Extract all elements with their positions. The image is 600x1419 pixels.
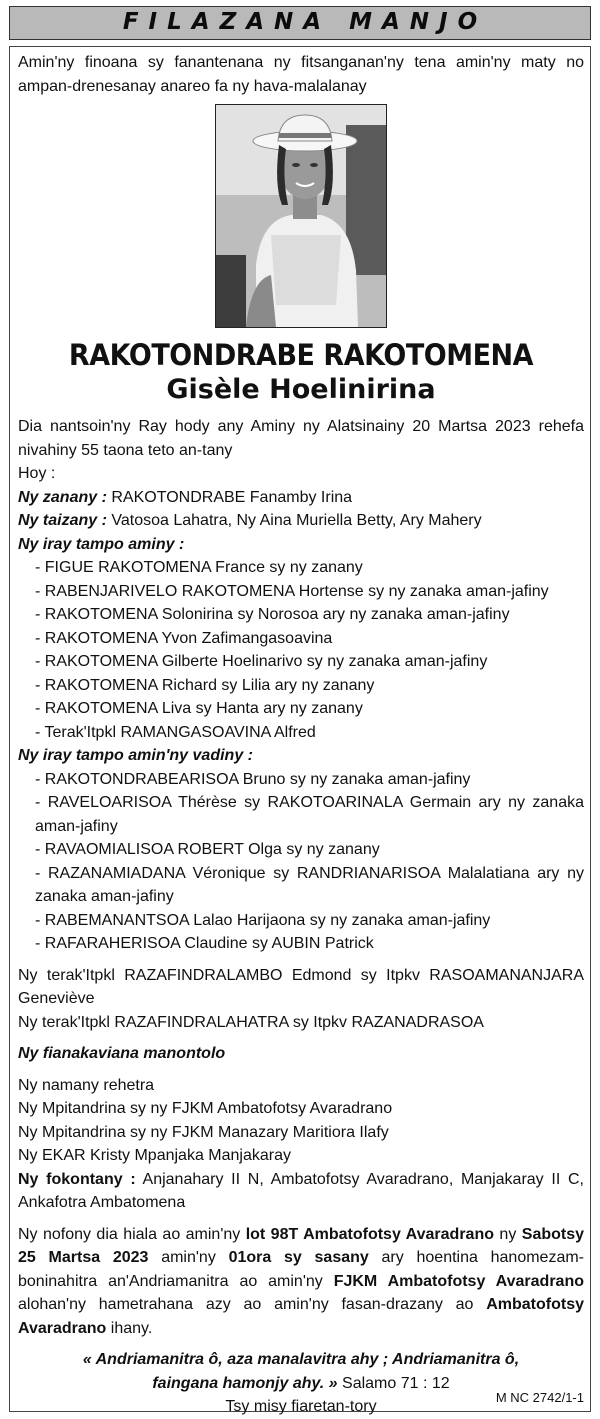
quote-line-2: faingana hamonjy ahy. »	[152, 1374, 338, 1392]
list-item: - RAKOTOMENA Richard sy Lilia ary ny zanany	[35, 676, 375, 694]
title-banner	[9, 6, 591, 40]
intro-text: Amin'ny finoana sy fanantenana ny fitsanganan'ny tena amin'ny maty no ampan-drenesanay anareo fa ny hava-malalanay	[18, 54, 584, 95]
list-item: - RAVELOARISOA Thérèse sy RAKOTOARINALA Germain ary ny zanaka aman-jafiny	[35, 794, 584, 835]
others-line: Ny Mpitandrina sy ny FJKM Manazary Maritiora Ilafy	[18, 1123, 389, 1141]
no-flowers-note: Tsy misy fiaretan-tory	[225, 1398, 377, 1415]
descendants-line: Ny terak'Itpkl RAZAFINDRALAHATRA sy Itpkv RAZANADRASOA	[18, 1013, 484, 1031]
quote-line-1: « Andriamanitra ô, aza manalavitra ahy ; Andriamanitra ô,	[82, 1351, 520, 1368]
spouse-value: RAKOTONDRABE Fanamby Irina	[111, 488, 353, 506]
fokontany-line	[18, 1168, 584, 1215]
funeral-church: FJKM Ambatofotsy Avaradrano	[333, 1272, 584, 1290]
funeral-text: ny	[494, 1225, 522, 1243]
list-item: - RAKOTONDRABEARISOA Bruno sy ny zanaka aman-jafiny	[35, 770, 471, 788]
others-line: Ny Mpitandrina sy ny FJKM Ambatofotsy Avaradrano	[18, 1100, 393, 1117]
funeral-details	[18, 1223, 584, 1341]
portrait-photo	[215, 104, 387, 328]
siblings-label: Ny iray tampo aminy :	[18, 535, 185, 553]
deceased-given-names: Gisèle Hoelinirina	[166, 374, 436, 405]
list-item: - RAKOTOMENA Liva sy Hanta ary ny zanany	[35, 700, 363, 717]
grandchildren-line	[18, 509, 584, 533]
funeral-text: alohan'ny hametrahana azy ao amin'ny fasan-drazany ao	[18, 1296, 487, 1313]
funeral-time: 01ora sy sasany	[228, 1249, 369, 1266]
funeral-text: amin'ny	[148, 1249, 229, 1266]
list-item: - RAKOTOMENA Gilberte Hoelinarivo sy ny zanaka aman-jafiny	[35, 653, 488, 670]
list-item: - RABENJARIVELO RAKOTOMENA Hortense sy ny zanaka aman-jafiny	[35, 582, 549, 600]
others-line: Ny EKAR Kristy Mpanjaka Manjakaray	[18, 1147, 291, 1164]
spouse-siblings-label: Ny iray tampo amin'ny vadiny :	[18, 747, 253, 764]
portrait-photo-icon	[216, 105, 386, 327]
quote-reference: Salamo 71 : 12	[337, 1374, 450, 1392]
burial-place: Ambatofotsy Avaradrano	[18, 1296, 584, 1337]
grandchildren-label: Ny taizany :	[18, 512, 107, 529]
hoy-label: Hoy :	[18, 465, 56, 482]
list-item: - RAKOTOMENA Yvon Zafimangasoavina	[35, 629, 333, 647]
funeral-text: ihany.	[106, 1319, 153, 1337]
funeral-text: Ny nofony dia hiala ao amin'ny	[18, 1225, 246, 1243]
list-item: - FIGUE RAKOTOMENA France sy ny zanany	[35, 559, 363, 576]
obituary-frame	[9, 46, 591, 1415]
grandchildren-value: Vatosoa Lahatra, Ny Aina Muriella Betty, Ary Mahery	[111, 512, 482, 529]
funeral-date: Sabotsy 25 Martsa 2023	[18, 1225, 585, 1266]
descendants-line: Ny terak'Itpkl RAZAFINDRALAMBO Edmond sy Itpkv RASOAMANANJARA Geneviève	[18, 966, 584, 1007]
list-item: - RAVAOMIALISOA ROBERT Olga sy ny zanany	[35, 841, 380, 858]
reference-code: M NC 2742/1-1	[495, 1389, 584, 1405]
obituary-body	[18, 415, 584, 1419]
announcement-text: Dia nantsoin'ny Ray hody any Aminy ny Alatsinainy 20 Martsa 2023 rehefa nivahiny 55 taona teto an-tany	[18, 418, 584, 459]
fokontany-value: Anjanahary II N, Ambatofotsy Avaradrano, Manjakaray II C, Ankafotra Ambatomena	[18, 1170, 585, 1211]
funeral-text: ary hoentina hanomezam-boninahitra an'Andriamanitra ao amin'ny	[18, 1249, 585, 1290]
spouse-label: Ny zanany :	[18, 488, 107, 506]
list-item: - RABEMANANTSOA Lalao Harijaona sy ny zanaka aman-jafiny	[35, 911, 491, 929]
banner-title: FILAZANA MANJO	[122, 9, 488, 36]
funeral-location: lot 98T Ambatofotsy Avaradrano	[245, 1225, 495, 1243]
list-item: - Terak'Itpkl RAMANGASOAVINA Alfred	[35, 723, 316, 741]
deceased-surname: RAKOTONDRABE RAKOTOMENA	[68, 338, 534, 372]
fokontany-label: Ny fokontany :	[18, 1170, 136, 1188]
list-item: - RAFARAHERISOA Claudine sy AUBIN Patrick	[35, 935, 374, 952]
spouse-line	[18, 486, 584, 510]
others-line: Ny namany rehetra	[18, 1076, 155, 1094]
list-item: - RAZANAMIADANA Véronique sy RANDRIANARISOA Malalatiana ary ny zanaka aman-jafiny	[35, 864, 584, 905]
list-item: - RAKOTOMENA Solonirina sy Norosoa ary ny zanaka aman-jafiny	[35, 606, 510, 623]
extended-family-label: Ny fianakaviana manontolo	[18, 1045, 226, 1062]
